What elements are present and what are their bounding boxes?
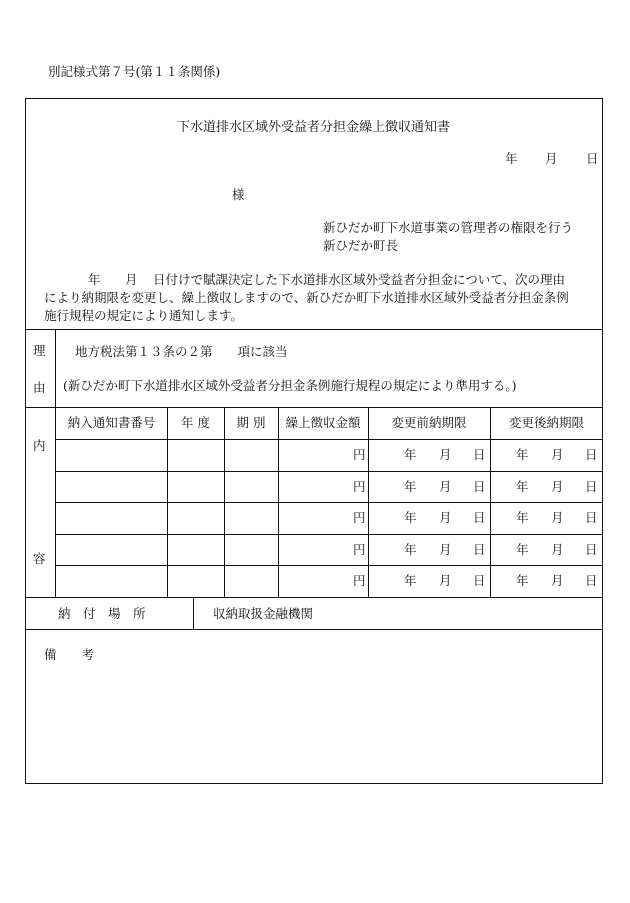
new-deadline-day: 日 <box>585 479 598 494</box>
old-deadline-day: 日 <box>473 447 486 462</box>
header-new-deadline: 変更後納期限 <box>508 415 584 430</box>
header-old-deadline: 変更前納期限 <box>391 415 467 430</box>
old-deadline-month: 月 <box>439 542 452 557</box>
amount-yen-unit: 円 <box>353 542 366 557</box>
new-deadline-day: 日 <box>585 447 598 462</box>
reason-label-divider <box>55 329 56 407</box>
new-deadline-year: 年 <box>516 542 529 557</box>
old-deadline-day: 日 <box>473 479 486 494</box>
old-deadline-month: 月 <box>439 479 452 494</box>
reason-label-bottom: 由 <box>33 380 46 395</box>
new-deadline-month: 月 <box>551 573 564 588</box>
reason-label-top: 理 <box>33 343 46 358</box>
old-deadline-year: 年 <box>404 542 417 557</box>
old-deadline-day: 日 <box>473 573 486 588</box>
new-deadline-month: 月 <box>551 542 564 557</box>
new-deadline-day: 日 <box>585 542 598 557</box>
header-advance-amount: 繰上徴収金額 <box>285 415 361 430</box>
new-deadline-year: 年 <box>516 447 529 462</box>
new-deadline-year: 年 <box>516 573 529 588</box>
old-deadline-month: 月 <box>439 573 452 588</box>
new-deadline-year: 年 <box>516 479 529 494</box>
old-deadline-month: 月 <box>439 510 452 525</box>
payment-place-label: 納 付 場 所 <box>58 606 146 621</box>
header-period: 期 別 <box>236 415 266 430</box>
new-deadline-day: 日 <box>585 510 598 525</box>
body-line-2: により納期限を変更し、繰上徴収しますので、新ひだか町下水道排水区域外受益者分担金条例 <box>44 290 569 305</box>
new-deadline-year: 年 <box>516 510 529 525</box>
remarks-top-border <box>25 629 603 630</box>
row-divider <box>55 565 603 566</box>
reason-line-1: 地方税法第１３条の２第 項に該当 <box>75 344 288 359</box>
old-deadline-year: 年 <box>404 510 417 525</box>
amount-yen-unit: 円 <box>353 510 366 525</box>
document-title: 下水道排水区域外受益者分担金繰上徴収通知書 <box>177 120 451 135</box>
old-deadline-month: 月 <box>439 447 452 462</box>
header-notice-number: 納入通知書番号 <box>67 415 156 430</box>
row-divider <box>55 471 603 472</box>
content-top-border <box>25 407 603 408</box>
content-label-bottom: 容 <box>33 551 46 566</box>
payment-place-value: 収納取扱金融機関 <box>213 606 314 621</box>
date-day-label: 日 <box>586 151 599 166</box>
body-line-1: 日付けで賦課決定した下水道排水区域外受益者分担金について、次の理由 <box>153 272 566 287</box>
reason-line-2: (新ひだか町下水道排水区域外受益者分担金条例施行規程の規定により準用する。) <box>63 378 517 393</box>
amount-yen-unit: 円 <box>353 573 366 588</box>
old-deadline-year: 年 <box>404 447 417 462</box>
body-line-3: 施行規程の規定により通知します。 <box>44 308 244 323</box>
old-deadline-day: 日 <box>473 542 486 557</box>
new-deadline-month: 月 <box>551 479 564 494</box>
row-divider <box>55 502 603 503</box>
new-deadline-month: 月 <box>551 447 564 462</box>
body-year-label: 年 <box>88 272 101 287</box>
amount-yen-unit: 円 <box>353 447 366 462</box>
issuer-line-2: 新ひだか町長 <box>323 238 399 253</box>
date-year-label: 年 <box>505 151 518 166</box>
header-fiscal-year: 年 度 <box>181 415 210 430</box>
date-month-label: 月 <box>545 151 558 166</box>
row-divider <box>55 534 603 535</box>
reason-top-border <box>25 329 603 330</box>
payment-divider <box>193 597 194 629</box>
recipient-suffix: 様 <box>232 187 245 202</box>
old-deadline-year: 年 <box>404 479 417 494</box>
issuer-line-1: 新ひだか町下水道事業の管理者の権限を行う <box>323 220 574 235</box>
new-deadline-day: 日 <box>585 573 598 588</box>
payment-top-border <box>25 597 603 598</box>
amount-yen-unit: 円 <box>353 479 366 494</box>
notice-form <box>25 98 603 784</box>
body-month-label: 月 <box>125 272 138 287</box>
row-divider <box>55 439 603 440</box>
form-number: 別記様式第７号(第１１条関係) <box>48 64 221 79</box>
old-deadline-day: 日 <box>473 510 486 525</box>
content-label-top: 内 <box>33 438 46 453</box>
remarks-label: 備 考 <box>44 647 95 662</box>
new-deadline-month: 月 <box>551 510 564 525</box>
old-deadline-year: 年 <box>404 573 417 588</box>
